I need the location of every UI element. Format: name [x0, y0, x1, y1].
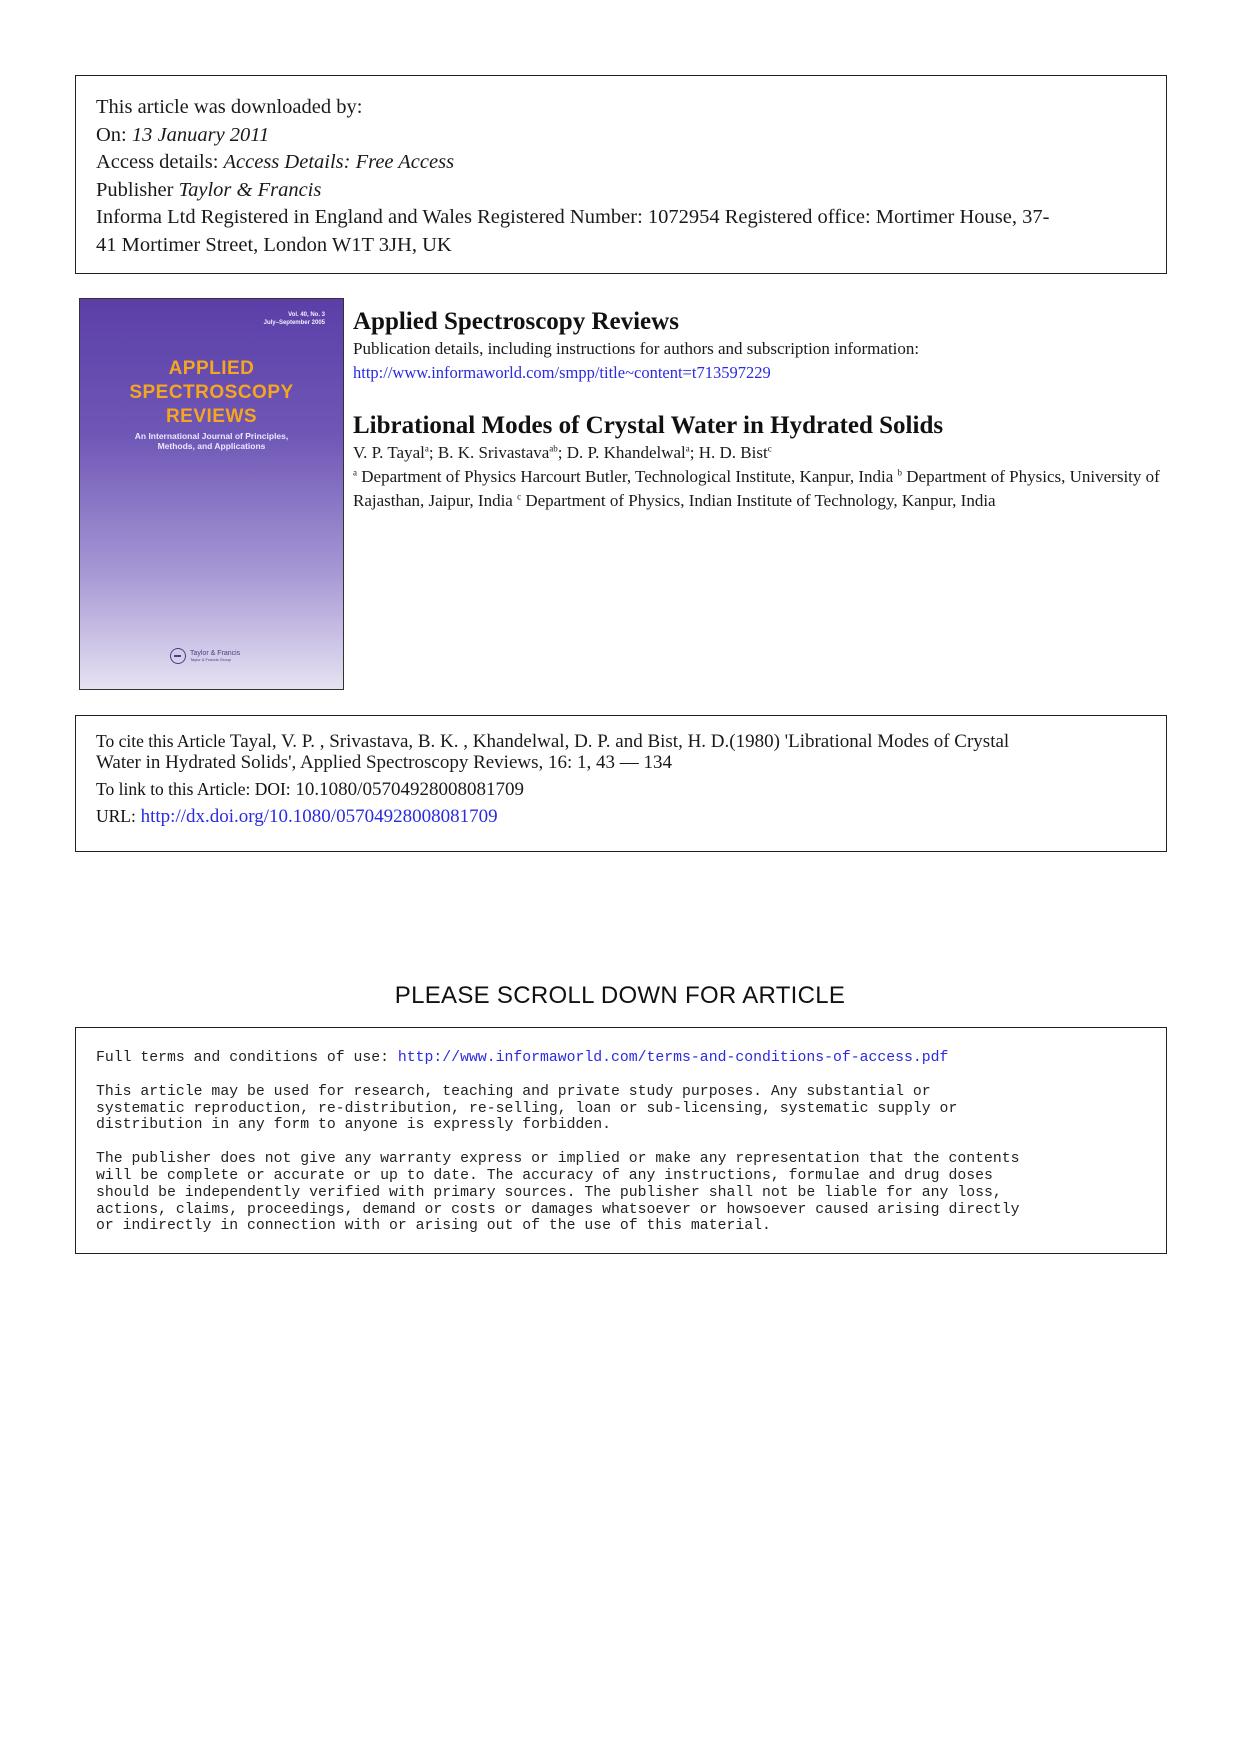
cover-volume-line: Vol. 40, No. 3 [288, 312, 325, 318]
author-separator: ; [428, 443, 438, 462]
cover-title-line-2: SPECTROSCOPY [129, 382, 294, 403]
cover-subtitle-line-1: An International Journal of Principles, [134, 431, 289, 441]
article-header [353, 307, 1173, 513]
terms-paragraph-2 [96, 1151, 1146, 1235]
scroll-notice: PLEASE SCROLL DOWN FOR ARTICLE [394, 982, 846, 1009]
affiliation-b: Department of Physics, University of Rajasthan, Jaipur, India [353, 467, 1160, 510]
registered-office-line-2: 41 Mortimer Street, London W1T 3JH, UK [96, 233, 452, 256]
terms-link[interactable]: http://www.informaworld.com/terms-and-conditions-of-access.pdf [397, 1050, 949, 1066]
terms-p2-line: actions, claims, proceedings, demand or costs or damages whatsoever or howsoever caused arising directly [96, 1201, 1020, 1218]
doi-value: 10.1080/05704928008081709 [290, 779, 524, 800]
cover-publisher-logo [170, 648, 240, 664]
downloaded-by-line: This article was downloaded by: [96, 96, 363, 118]
author-3: D. P. Khandelwal [566, 443, 686, 462]
terms-paragraph-1 [96, 1084, 1146, 1134]
access-details-label: Access details: [96, 151, 224, 173]
url-label: URL: [96, 806, 136, 826]
cite-line-1 [96, 731, 1146, 752]
registered-office-line-1: Informa Ltd Registered in England and Wales Registered Number: 1072954 Registered office: Mortimer House, 37- [96, 206, 1050, 228]
download-info-box [75, 75, 1167, 274]
author-2-affil: ab [549, 443, 558, 454]
journal-title: Applied Spectroscopy Reviews [353, 308, 679, 335]
cover-publisher-name: Taylor & Francis [190, 650, 241, 657]
author-4: H. D. Bist [698, 443, 768, 462]
terms-box [75, 1027, 1167, 1254]
cover-publisher-sub: Taylor & Francis Group [190, 657, 231, 662]
terms-p1-line: systematic reproduction, re-distribution, re-selling, loan or sub-licensing, systematic supply or [96, 1100, 958, 1117]
download-date-line [96, 122, 1146, 150]
doi-label: To link to this Article: DOI: [96, 779, 291, 799]
affil-c-marker: c [517, 491, 522, 502]
cite-line-2: Water in Hydrated Solids', Applied Spectroscopy Reviews, 16: 1, 43 — 134 [96, 752, 673, 773]
publisher-logo-icon [170, 648, 186, 664]
affil-b-marker: b [897, 467, 903, 478]
author-2: B. K. Srivastava [437, 443, 550, 462]
affil-a-marker: a [353, 467, 357, 478]
publication-details: Publication details, including instructions for authors and subscription information: [353, 339, 920, 358]
terms-label: Full terms and conditions of use: [96, 1050, 398, 1066]
journal-link[interactable] [353, 361, 1173, 385]
cover-title-line-3: REVIEWS [165, 406, 258, 427]
terms-p1-line: distribution in any form to anyone is expressly forbidden. [96, 1117, 612, 1134]
author-list [353, 441, 1173, 465]
doi-line [96, 776, 1146, 803]
cover-title-line-1: APPLIED [168, 358, 255, 379]
access-details-line [96, 149, 1146, 177]
publisher-line [96, 177, 1146, 205]
url-line [96, 803, 1146, 830]
download-date-value: 13 January 2011 [131, 123, 270, 146]
terms-p2-line: The publisher does not give any warranty express or implied or make any representation that the contents [96, 1151, 1020, 1168]
access-details-value: Access Details: Free Access [223, 151, 455, 173]
publisher-value: Taylor & Francis [178, 178, 322, 201]
terms-p2-line: should be independently verified with primary sources. The publisher shall not be liable for any loss, [96, 1184, 1002, 1201]
affiliation-a: Department of Physics Harcourt Butler, Technological Institute, Kanpur, India [357, 467, 898, 486]
cover-volume-info [264, 311, 325, 327]
author-4-affil: c [767, 443, 772, 454]
journal-cover-image [79, 298, 344, 690]
author-separator: ; [557, 443, 567, 462]
cover-date-line: July–September 2005 [263, 320, 325, 326]
terms-link-line [96, 1050, 1146, 1067]
cover-publisher-text [190, 650, 240, 662]
author-3-affil: a [685, 443, 690, 454]
citation-box [75, 715, 1167, 852]
cover-subtitle-line-2: Methods, and Applications [157, 441, 266, 451]
author-1: V. P. Tayal [353, 443, 425, 462]
publisher-label: Publisher [96, 178, 179, 201]
author-separator: ; [689, 443, 699, 462]
article-url-link[interactable]: http://dx.doi.org/10.1080/05704928008081709 [135, 806, 498, 827]
terms-p2-line: will be complete or accurate or up to date. The accuracy of any instructions, formulae and drug doses [96, 1167, 993, 1184]
terms-p1-line: This article may be used for research, teaching and private study purposes. Any substantial or [96, 1083, 931, 1100]
cover-subtitle [100, 431, 323, 451]
cover-title [80, 357, 343, 429]
affiliation-c: Department of Physics, Indian Institute of Technology, Kanpur, India [521, 491, 996, 510]
download-date-label: On: [96, 123, 132, 146]
cite-text-1: Tayal, V. P. , Srivastava, B. K. , Khandelwal, D. P. and Bist, H. D.(1980) 'Librational Modes of Crystal [225, 731, 1010, 752]
journal-link-anchor[interactable]: http://www.informaworld.com/smpp/title~content=t713597229 [353, 363, 771, 382]
cite-label: To cite this Article [96, 731, 226, 751]
article-title: Librational Modes of Crystal Water in Hydrated Solids [353, 412, 944, 439]
terms-p2-line: or indirectly in connection with or arising out of the use of this material. [96, 1218, 771, 1235]
affiliations [353, 465, 1173, 513]
author-1-affil: a [424, 443, 429, 454]
